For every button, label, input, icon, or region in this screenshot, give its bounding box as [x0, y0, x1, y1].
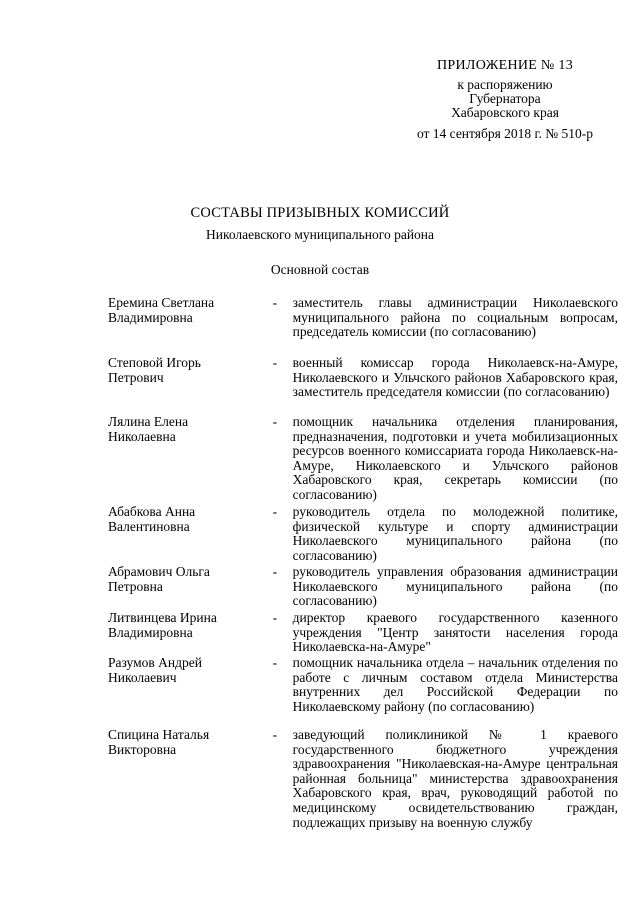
- member-dash: -: [272, 414, 278, 429]
- member-role: военный комиссар города Николаевск-на-Амуре, Николаевского и Ульчского районов Хабаровского края, заместитель председателя комиссии (по согласованию): [292, 355, 618, 400]
- member-name: Абрамович Ольга Петровна: [108, 564, 210, 594]
- member-name: Литвинцева Ирина Владимировна: [108, 610, 217, 640]
- member-name: Спицина Наталья Викторовна: [108, 727, 210, 757]
- section-heading: Основной состав: [270, 262, 370, 277]
- member-role: помощник начальника отделения планирования, предназначения, подготовки и учета мобилизационных ресурсов военного комиссариата города Николаевск-на-Амуре, Николаевского и Ульчского районов Хабаровского края, секретарь комиссии (по согласованию): [292, 414, 618, 502]
- member-name: Разумов Андрей Николаевич: [108, 655, 202, 685]
- member-dash: -: [272, 504, 278, 519]
- appendix-heading: ПРИЛОЖЕНИЕ № 13: [437, 58, 573, 73]
- member-role: руководитель управления образования администрации Николаевского муниципального района (по согласованию): [292, 564, 618, 609]
- member-dash: -: [272, 655, 278, 670]
- member-dash: -: [272, 727, 278, 742]
- member-row: [108, 415, 618, 505]
- member-role: руководитель отдела по молодежной политике, физической культуре и спорту администрации Николаевского муниципального района (по согласованию): [292, 504, 618, 563]
- member-name: Лялина Елена Николаевна: [108, 414, 189, 444]
- member-role: заведующий поликлиникой № 1 краевого государственного бюджетного учреждения здравоохранения "Николаевская-на-Амуре центральная районная больница" министерства здравоохранения Хабаровского края, врач, руководящий работой по медицинскому освидетельствованию граждан, подлежащих призыву на военную службу: [292, 727, 618, 830]
- member-role: заместитель главы администрации Николаевского муниципального района по социальным вопросам, председатель комиссии (по согласованию): [292, 295, 618, 340]
- member-row: [108, 505, 618, 565]
- member-row: [108, 356, 618, 415]
- member-row: [108, 565, 618, 611]
- member-dash: -: [272, 564, 278, 579]
- appendix-date: от 14 сентября 2018 г. № 510-р: [416, 126, 594, 141]
- member-row: [108, 728, 618, 830]
- member-name: Абабкова Анна Валентиновна: [108, 504, 196, 534]
- member-role: директор краевого государственного казенного учреждения "Центр занятости населения города Николаевска-на-Амуре": [292, 610, 618, 655]
- member-name: Степовой Игорь Петрович: [108, 355, 201, 385]
- member-role: помощник начальника отдела – начальник отделения по работе с личным составом отдела Министерства внутренних дел Российской Федерации по Николаевскому району (по согласованию): [292, 655, 618, 714]
- appendix-line-2: Губернатора: [469, 91, 541, 106]
- member-dash: -: [272, 610, 278, 625]
- member-row: [108, 656, 618, 728]
- member-row: [108, 296, 618, 356]
- members-list: [108, 296, 618, 830]
- appendix-block: [380, 58, 630, 142]
- member-dash: -: [272, 295, 278, 310]
- member-dash: -: [272, 355, 278, 370]
- member-row: [108, 611, 618, 656]
- appendix-line-1: к распоряжению: [457, 77, 553, 92]
- member-name: Еремина Светлана Владимировна: [108, 295, 215, 325]
- document-title: СОСТАВЫ ПРИЗЫВНЫХ КОМИССИЙ: [190, 205, 450, 221]
- appendix-line-3: Хабаровского края: [451, 105, 559, 120]
- document-subtitle: Николаевского муниципального района: [205, 227, 435, 242]
